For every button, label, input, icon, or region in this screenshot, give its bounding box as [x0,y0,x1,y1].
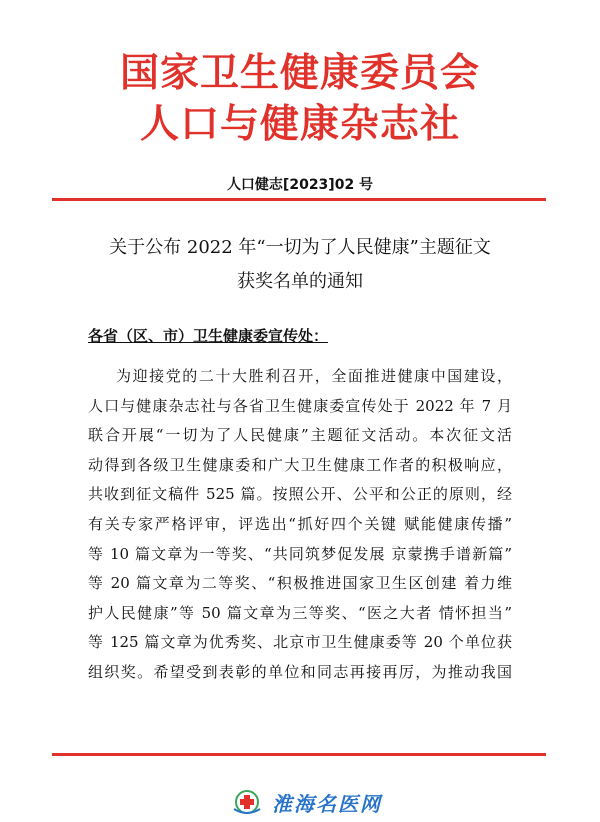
watermark [230,787,382,817]
body-line: 共收到征文稿件 525 篇。按照公开、公平和公正的原则，经 [88,485,512,504]
body-line: 等 125 篇文章为优秀奖、北京市卫生健康委等 20 个单位获 [88,633,512,652]
body-line: 动得到各级卫生健康委和广大卫生健康工作者的积极响应， [88,455,512,474]
body-line: 有关专家严格评审，评选出“抓好四个关键 赋能健康传播” [88,514,512,533]
org-name-line2: 人口与健康杂志社 [139,102,460,147]
body-line: 等 10 篇文章为一等奖、“共同筑梦促发展 京蒙携手谱新篇” [88,544,512,563]
body-line: 人口与健康杂志社与各省卫生健康委宣传处于 2022 年 7 月 [88,396,512,415]
body-line: 护人民健康”等 50 篇文章为三等奖、“医之大者 情怀担当” [88,603,512,622]
notice-title-line1: 关于公布 2022 年“一切为了人民健康”主题征文 [109,237,491,258]
document-number: 人口健志[2023]02 号 [226,177,374,193]
body-line: 组织奖。希望受到表彰的单位和同志再接再厉，为推动我国 [88,662,512,681]
body-line: 为迎接党的二十大胜利召开，全面推进健康中国建设， [116,367,512,385]
medical-cross-logo-icon [230,789,264,815]
notice-title-line2: 获奖名单的通知 [237,271,363,292]
org-name-line1: 国家卫生健康委员会 [119,51,480,96]
notice-body [88,362,512,688]
top-red-rule [52,198,546,201]
body-line: 联合开展“一切为了人民健康”主题征文活动。本次征文活 [88,426,512,445]
salutation: 各省（区、市）卫生健康委宣传处： [88,327,329,345]
watermark-text: 淮海名医网 [272,791,382,816]
body-line: 等 20 篇文章为二等奖、“积极推进国家卫生区创建 着力维 [88,574,512,593]
bottom-red-rule [52,753,546,756]
